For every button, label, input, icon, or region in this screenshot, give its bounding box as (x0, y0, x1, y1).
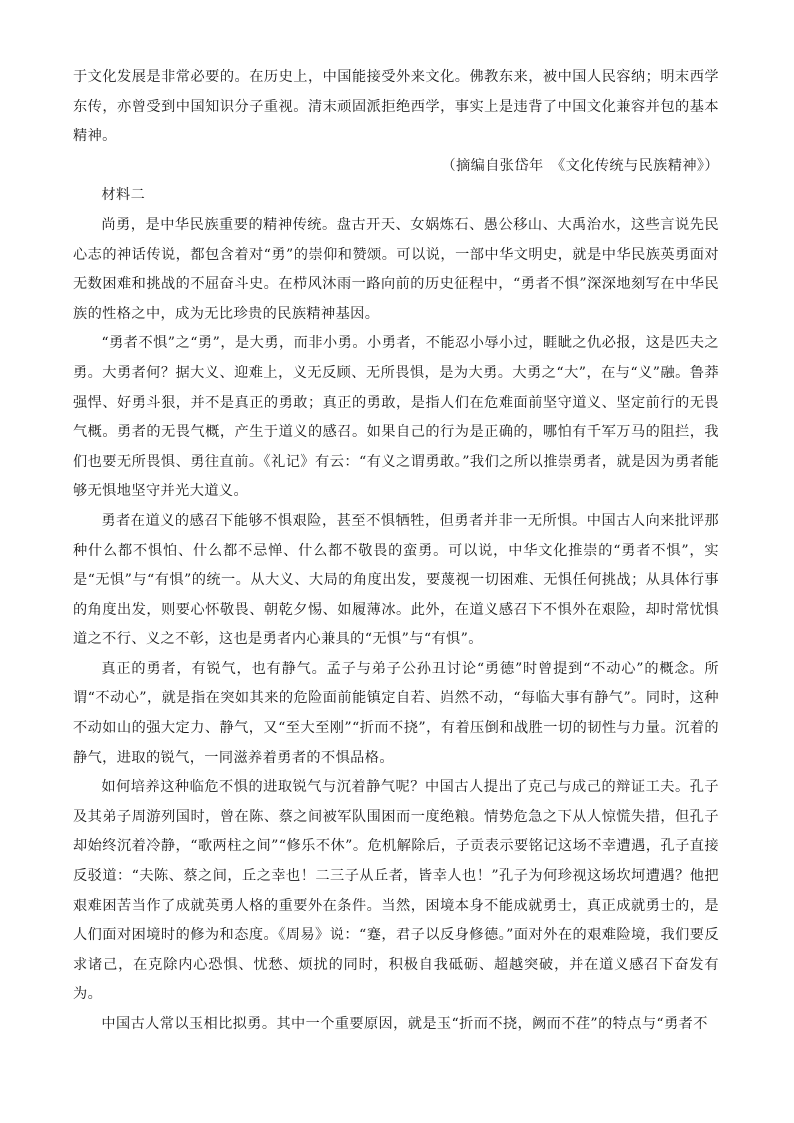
paragraph-3: 勇者在道义的感召下能够不惧艰险，甚至不惧牺牲，但勇者并非一无所惧。中国古人向来批评那种什么都不惧怕、什么都不忌惮、什么都不敬畏的蛮勇。可以说，中华文化推崇的“勇者不惧”，实是“无惧”与“有惧”的统一。从大义、大局的角度出发，要蔑视一切困难、无惧任何挑战；从具体行事的角度出发，则要心怀敬畏、朝乾夕惕、如履薄冰。此外，在道义感召下不惧外在艰险，却时常忧惧道之不行、义之不彰，这也是勇者内心兼具的“无惧”与“有惧”。 (73, 512, 719, 648)
material-two-heading: 材料二 (101, 187, 146, 204)
paragraph-4: 真正的勇者，有锐气，也有静气。孟子与弟子公孙丑讨论“勇德”时曾提到“不动心”的概念。所谓“不动心”，就是指在突如其来的危险面前能镇定自若、岿然不动，“每临大事有静气”。同时，这种不动如山的强大定力、静气，又“至大至刚”“折而不挠”，有着压倒和战胜一切的韧性与力量。沉着的静气，进取的锐气，一同滋养着勇者的不惧品格。 (73, 660, 719, 766)
document-body (73, 63, 719, 1040)
paragraph-6: 中国古人常以玉相比拟勇。其中一个重要原因，就是玉“折而不挠，阙而不荏”的特点与“勇者不 (101, 1016, 708, 1032)
source-citation: （摘编自张岱年 《文化传统与民族精神》） (441, 157, 719, 174)
paragraph-1: 尚勇，是中华民族重要的精神传统。盘古开天、女娲炼石、愚公移山、大禹治水，这些言说先民心志的神话传说，都包含着对“勇”的崇仰和赞颂。可以说，一部中华文明史，就是中华民族英勇面对无数困难和挑战的不屈奋斗史。在栉风沐雨一路向前的历史征程中，“勇者不惧”深深地刻写在中华民族的性格之中，成为无比珍贵的民族精神基因。 (73, 216, 719, 322)
paragraph-5: 如何培养这种临危不惧的进取锐气与沉着静气呢？中国古人提出了克己与成己的辩证工夫。孔子及其弟子周游列国时，曾在陈、蔡之间被军队围困而一度绝粮。情势危急之下从人惊慌失措，但孔子却始终沉着冷静，“歌两柱之间”“修乐不休”。危机解除后，子贡表示要铭记这场不幸遭遇，孔子直接反驳道：“夫陈、蔡之间，丘之幸也！二三子从丘者，皆幸人也！”孔子为何珍视这场坎坷遭遇？他把艰难困苦当作了成就英勇人格的重要外在条件。当然，困境本身不能成就勇士，真正成就勇士的，是人们面对困境时的修为和态度。《周易》说：“蹇，君子以反身修德。”面对外在的艰难险境，我们要反求诸己，在克除内心恐惧、忧愁、烦扰的同时，积极自我砥砺、超越突破，并在道义感召下奋发有为。 (73, 779, 719, 1003)
paragraph-2: “勇者不惧”之“勇”，是大勇，而非小勇。小勇者，不能忍小辱小过，睚眦之仇必报，这是匹夫之勇。大勇者何？据大义、迎难上，义无反顾、无所畏惧，是为大勇。大勇之“大”，在与“义”融。鲁莽强悍、好勇斗狠，并不是真正的勇敢；真正的勇敢，是指人们在危难面前坚守道义、坚定前行的无畏气概。勇者的无畏气概，产生于道义的感召。如果自己的行为是正确的，哪怕有千军万马的阻拦，我们也要无所畏惧、勇往直前。《礼记》有云：“有义之谓勇敢。”我们之所以推崇勇者，就是因为勇者能够无惧地坚守并光大道义。 (73, 335, 719, 500)
intro-paragraph: 于文化发展是非常必要的。在历史上，中国能接受外来文化。佛教东来，被中国人民容纳；明末西学东传，亦曾受到中国知识分子重视。清末顽固派拒绝西学，事实上是违背了中国文化兼容并包的基本精神。 (73, 69, 719, 145)
